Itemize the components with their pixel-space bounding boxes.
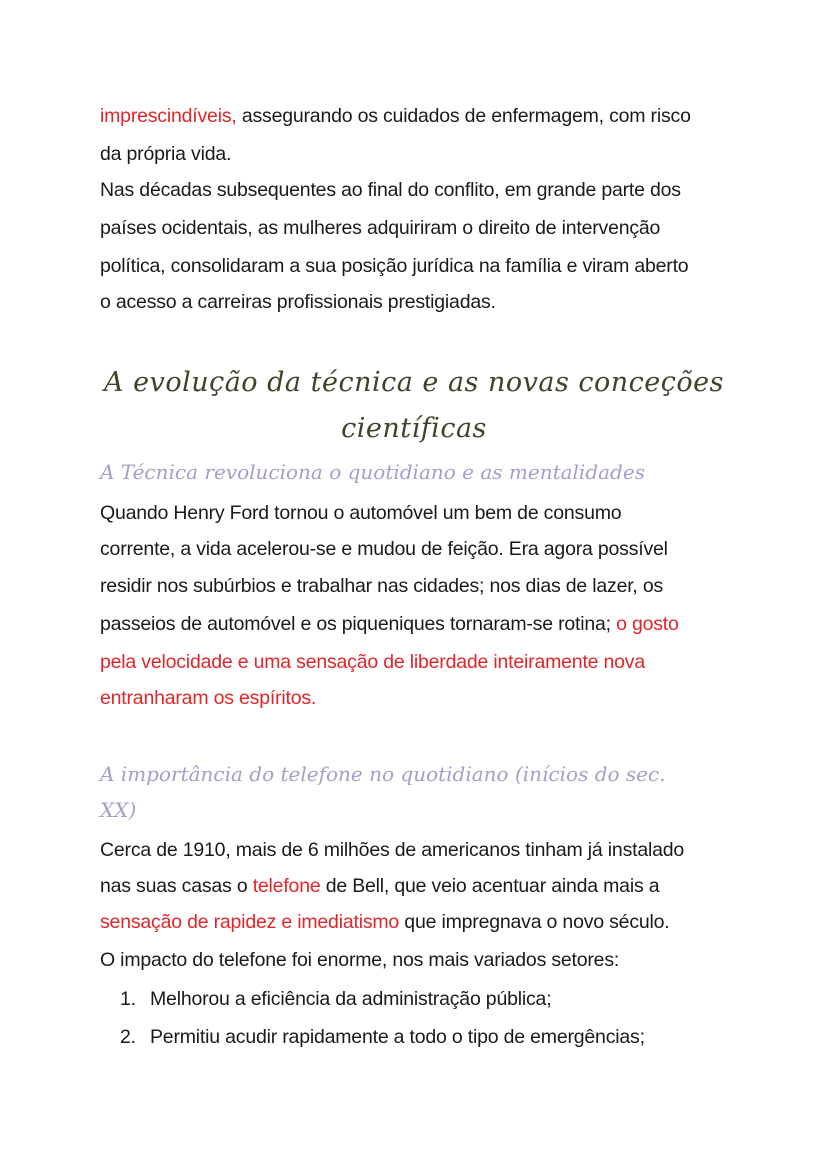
text-line	[100, 612, 679, 636]
section-title: A evolução da técnica e as novas conceções	[104, 367, 724, 398]
text-line	[100, 910, 670, 934]
text-segment: Cerca de 1910, mais de 6 milhões de americanos tinham já instalado	[100, 839, 685, 861]
text-segment: de Bell, que veio acentuar ainda mais a	[320, 875, 660, 897]
list-number: 2.	[120, 1026, 136, 1048]
text-segment: O impacto do telefone foi enorme, nos mais variados setores:	[100, 949, 620, 971]
highlighted-text: telefone	[252, 875, 321, 897]
text-line	[100, 650, 645, 674]
text-line	[100, 216, 660, 240]
section-title: científicas	[341, 413, 487, 444]
subheading: A Técnica revoluciona o quotidiano e as mentalidades	[100, 460, 645, 484]
text-segment: nas suas casas o	[100, 875, 253, 897]
text-line	[100, 104, 691, 128]
list-item: Melhorou a eficiência da administração pública;	[150, 988, 552, 1010]
text-segment: passeios de automóvel e os piqueniques tornaram-se rotina;	[100, 613, 617, 635]
text-line	[100, 537, 668, 561]
highlighted-text: entranharam os espíritos.	[100, 687, 317, 709]
text-segment: Quando Henry Ford tornou o automóvel um bem de consumo	[100, 502, 622, 524]
highlighted-text: pela velocidade e uma sensação de liberdade inteiramente nova	[100, 651, 646, 673]
text-segment: política, consolidaram a sua posição jurídica na família e viram aberto	[100, 255, 689, 277]
highlighted-text: imprescindíveis,	[100, 105, 237, 127]
text-line	[100, 948, 619, 972]
text-line	[100, 838, 684, 862]
text-segment: assegurando os cuidados de enfermagem, com risco	[236, 105, 691, 127]
text-line	[100, 874, 659, 898]
text-segment: corrente, a vida acelerou-se e mudou de feição. Era agora possível	[100, 538, 668, 560]
list-item: Permitiu acudir rapidamente a todo o tipo de emergências;	[150, 1026, 645, 1048]
highlighted-text: o gosto	[616, 613, 679, 635]
subheading: A importância do telefone no quotidiano (inícios do sec.	[100, 762, 666, 786]
text-segment: que impregnava o novo século.	[399, 911, 670, 933]
text-line	[100, 254, 688, 278]
text-line	[100, 290, 496, 314]
list-number: 1.	[120, 988, 136, 1010]
text-line	[100, 178, 681, 202]
text-line	[100, 501, 621, 525]
text-segment: residir nos subúrbios e trabalhar nas cidades; nos dias de lazer, os	[100, 575, 664, 597]
text-segment: países ocidentais, as mulheres adquiriram o direito de intervenção	[100, 217, 661, 239]
text-line	[100, 574, 663, 598]
highlighted-text: sensação de rapidez e imediatismo	[100, 911, 400, 933]
text-segment: da própria vida.	[100, 143, 232, 165]
text-line	[100, 142, 231, 166]
text-segment: Nas décadas subsequentes ao final do conflito, em grande parte dos	[100, 179, 681, 201]
subheading: XX)	[100, 798, 137, 822]
text-segment: o acesso a carreiras profissionais prestigiadas.	[100, 291, 496, 313]
text-line	[100, 686, 316, 710]
